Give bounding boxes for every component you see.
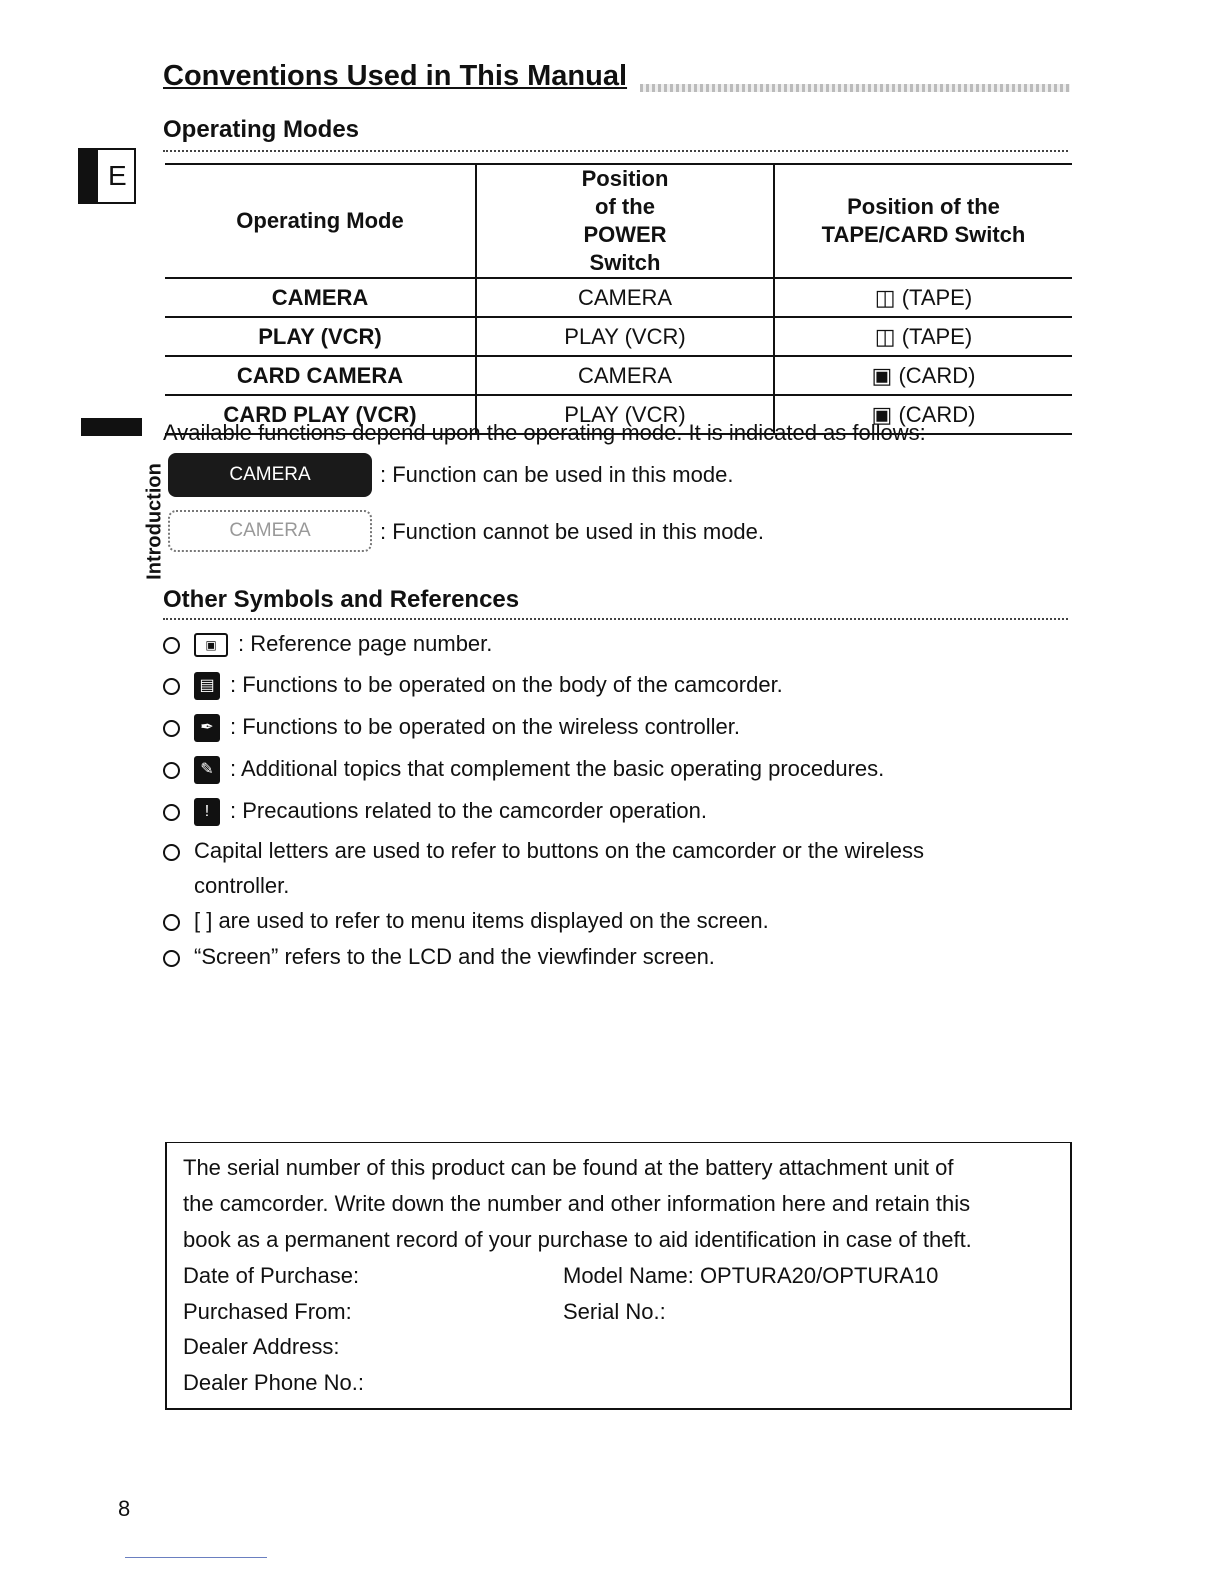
other-symbols-heading: Other Symbols and References: [163, 586, 520, 613]
table-header: [165, 164, 1072, 278]
bullet-icon: [163, 637, 180, 654]
mode-badge-inactive: CAMERA: [168, 510, 372, 552]
tape-icon: ◫: [874, 284, 902, 310]
serial-text: The serial number of this product can be found at the battery attachment unit of: [183, 1155, 954, 1180]
bullet-icon: [163, 950, 180, 967]
column-header: Position of the TAPE/CARD Switch: [774, 164, 1072, 278]
list-item: [ ] are used to refer to menu items displayed on the screen.: [163, 908, 769, 934]
card-icon: ▣: [871, 401, 899, 427]
table-row: [165, 278, 1072, 317]
cell: ◫ (TAPE): [774, 317, 1072, 356]
list-item: ▤ : Functions to be operated on the body of the camcorder.: [163, 672, 783, 700]
can-use-text: : Function can be used in this mode.: [380, 462, 734, 487]
title-rule: [640, 84, 1070, 92]
divider: [163, 150, 1068, 152]
table-row: [165, 356, 1072, 395]
serial-record-box: [165, 1142, 1072, 1410]
section-marker: [81, 418, 142, 436]
language-tab: E: [78, 148, 136, 204]
bullet-icon: [163, 678, 180, 695]
cell: CARD PLAY (VCR): [165, 395, 476, 434]
list-item: ✎ : Additional topics that complement the basic operating procedures.: [163, 756, 884, 784]
table-row: [165, 317, 1072, 356]
cell: ▣ (CARD): [774, 356, 1072, 395]
purchased-from-label: Purchased From:: [183, 1299, 352, 1324]
page-title: Conventions Used in This Manual: [163, 60, 628, 92]
camcorder-body-icon: ▤: [194, 672, 220, 700]
additional-topics-icon: ✎: [194, 756, 220, 784]
footer-rule: [125, 1557, 267, 1558]
cell: CAMERA: [476, 278, 774, 317]
cannot-use-text: : Function cannot be used in this mode.: [380, 519, 765, 544]
divider: [163, 618, 1068, 620]
column-header: Position of the POWER Switch: [476, 164, 774, 278]
column-header: Operating Mode: [165, 164, 476, 278]
cell: CARD CAMERA: [165, 356, 476, 395]
list-item: Capital letters are used to refer to buttons on the camcorder or the wireless: [163, 838, 924, 864]
book-icon: ▣: [194, 633, 228, 657]
precaution-icon: !: [194, 798, 220, 826]
dealer-address-label: Dealer Address:: [183, 1334, 340, 1359]
serial-no-label: Serial No.:: [563, 1299, 666, 1324]
list-item-continued: controller.: [194, 873, 290, 898]
list-item: ✒ : Functions to be operated on the wireless controller.: [163, 714, 740, 742]
date-of-purchase-label: Date of Purchase:: [183, 1263, 360, 1288]
cell: ◫ (TAPE): [774, 278, 1072, 317]
list-item: “Screen” refers to the LCD and the viewfinder screen.: [163, 944, 715, 970]
cell: PLAY (VCR): [476, 395, 774, 434]
cell: PLAY (VCR): [476, 317, 774, 356]
modes-intro: Available functions depend upon the operating mode. It is indicated as follows:: [163, 420, 926, 445]
bullet-icon: [163, 804, 180, 821]
page-number: 8: [118, 1496, 131, 1521]
list-item: ▣ : Reference page number.: [163, 631, 492, 657]
dealer-phone-label: Dealer Phone No.:: [183, 1370, 364, 1395]
mode-badge-active: CAMERA: [168, 453, 372, 497]
bullet-icon: [163, 720, 180, 737]
serial-text: book as a permanent record of your purchase to aid identification in case of theft.: [183, 1227, 972, 1252]
wireless-controller-icon: ✒: [194, 714, 220, 742]
cell: ▣ (CARD): [774, 395, 1072, 434]
card-icon: ▣: [871, 362, 899, 388]
cell: CAMERA: [476, 356, 774, 395]
model-name-label: Model Name: OPTURA20/OPTURA10: [563, 1263, 939, 1288]
operating-modes-table: [165, 163, 1072, 435]
operating-modes-heading: Operating Modes: [163, 116, 360, 143]
cell: CAMERA: [165, 278, 476, 317]
serial-text: the camcorder. Write down the number and other information here and retain this: [183, 1191, 971, 1216]
bullet-icon: [163, 844, 180, 861]
tape-icon: ◫: [874, 323, 902, 349]
section-label: Introduction: [143, 463, 166, 580]
cell: PLAY (VCR): [165, 317, 476, 356]
bullet-icon: [163, 914, 180, 931]
list-item: ! : Precautions related to the camcorder operation.: [163, 798, 707, 826]
bullet-icon: [163, 762, 180, 779]
